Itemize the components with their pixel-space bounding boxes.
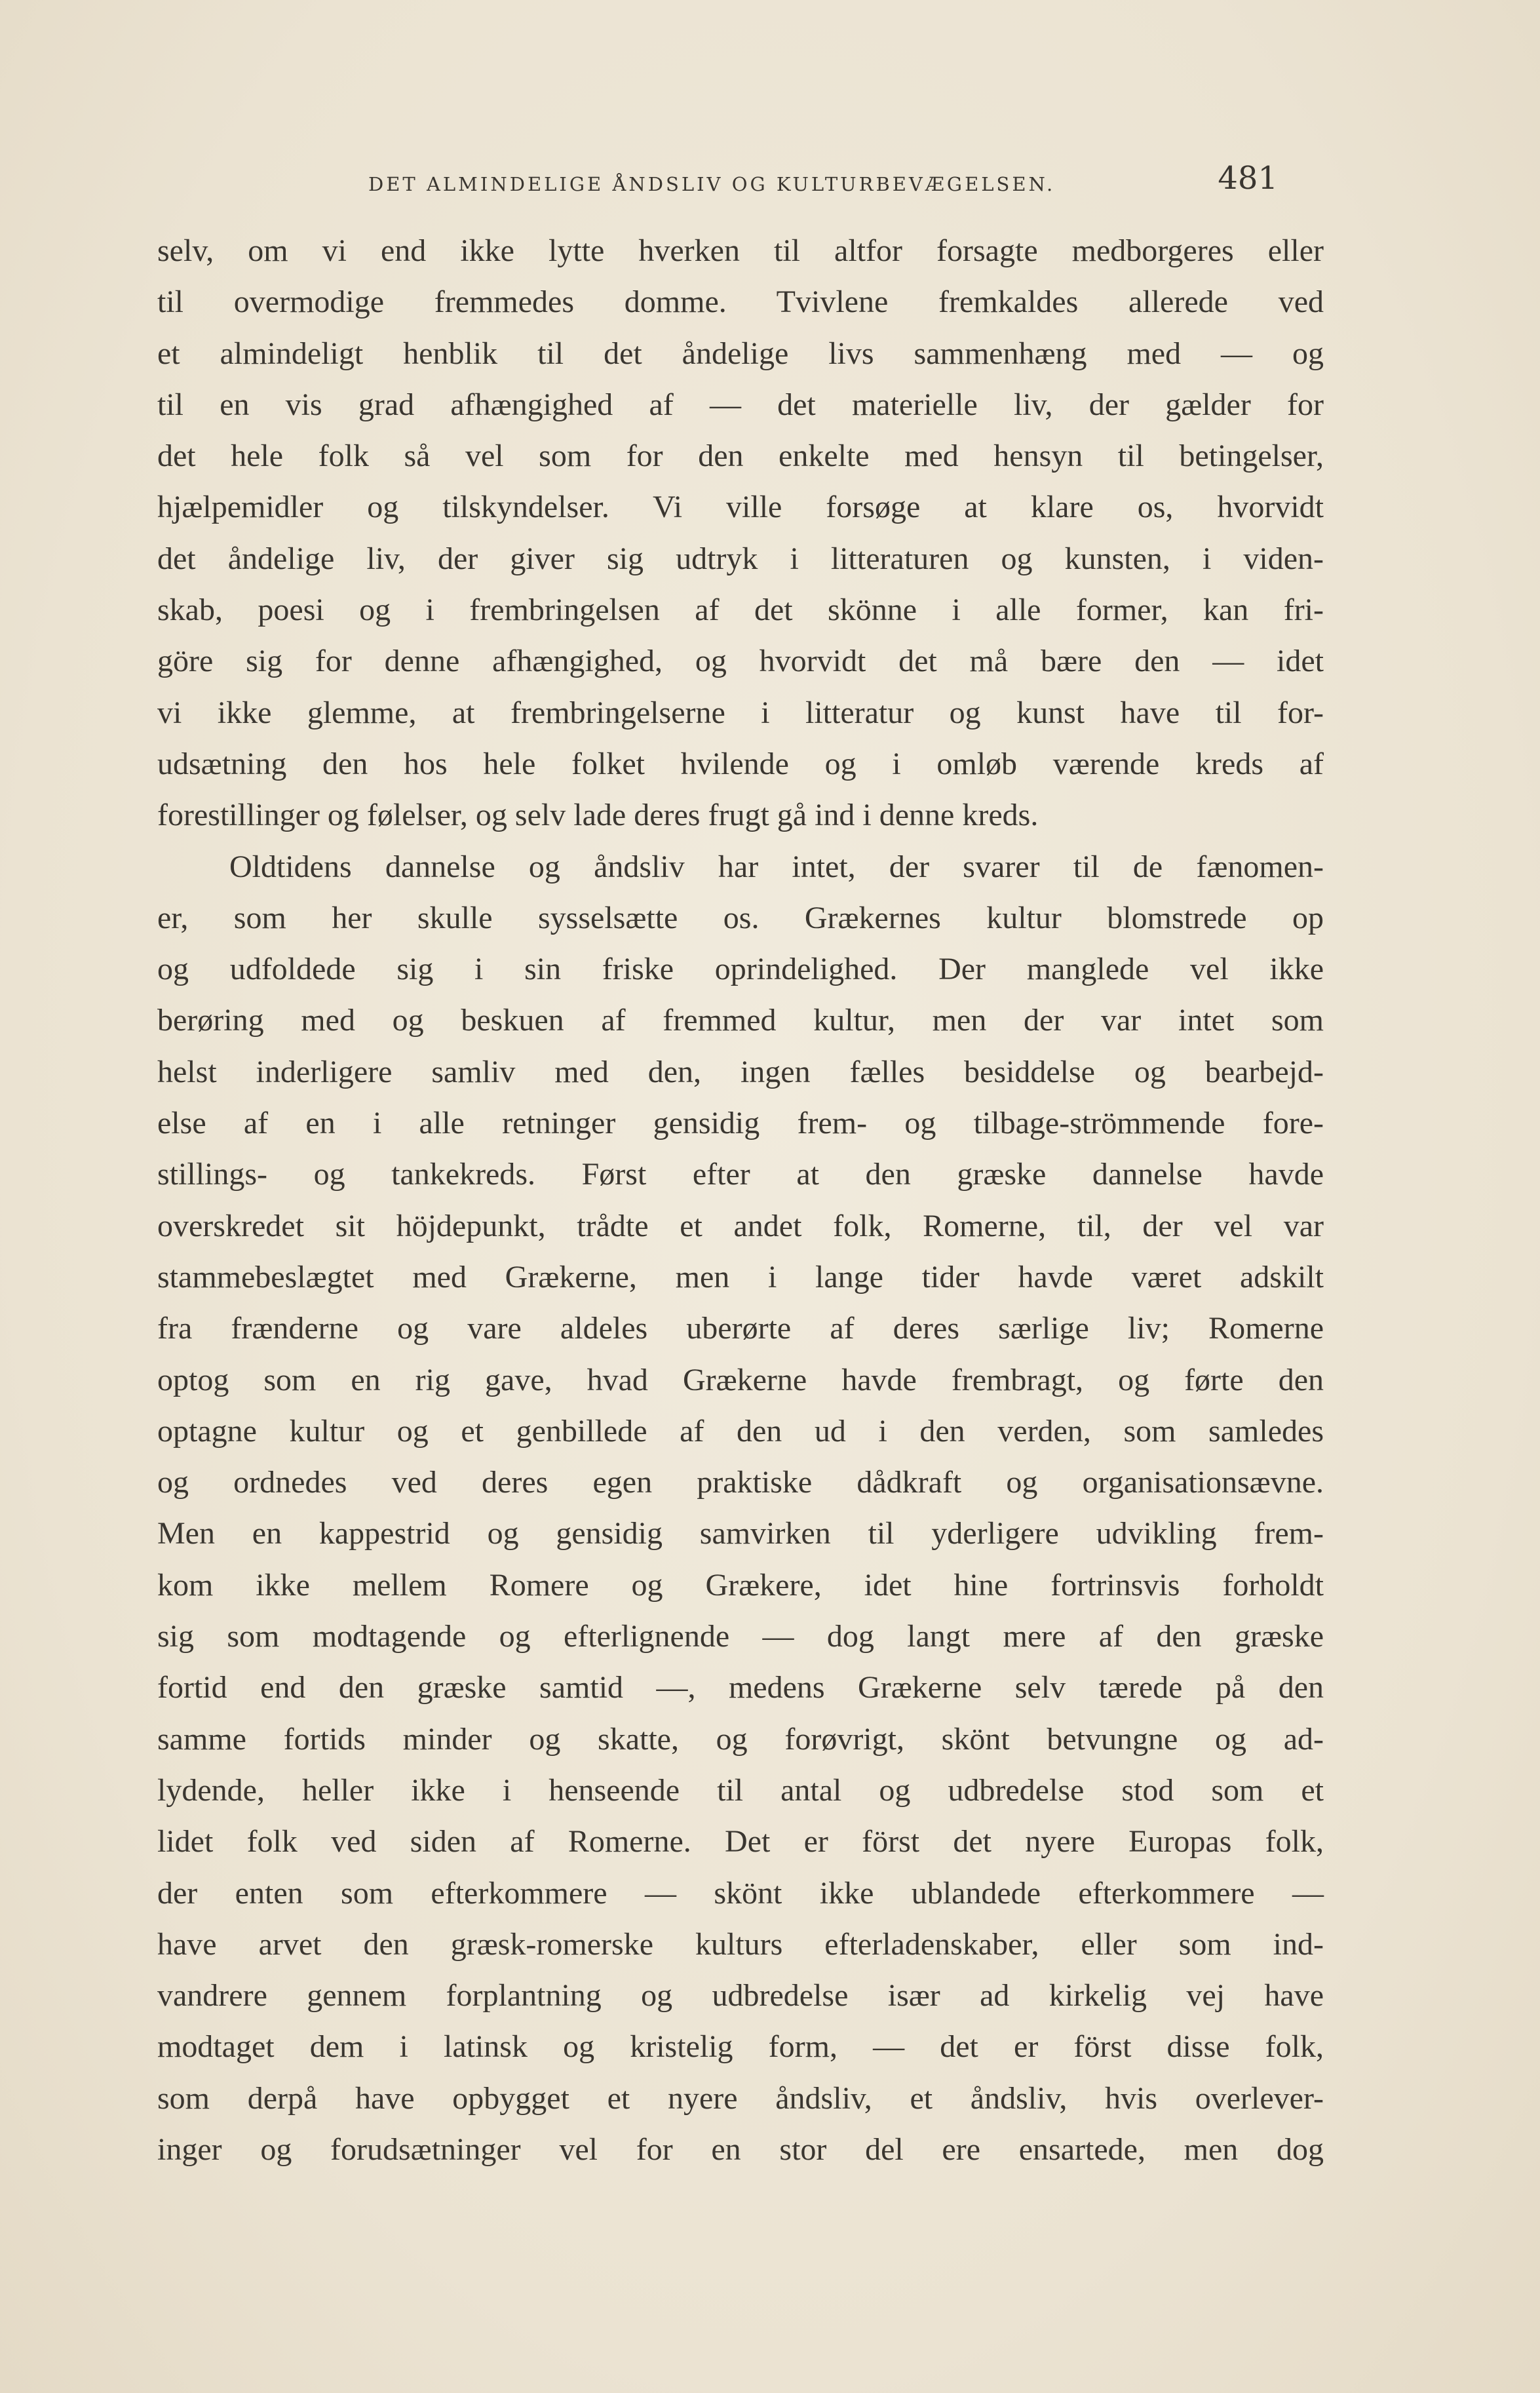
text-line: helst inderligere samliv med den, ingen fælles besiddelse og bearbejd-: [157, 1054, 1324, 1089]
text-line: det åndelige liv, der giver sig udtryk i litteraturen og kunsten, i viden-: [157, 541, 1324, 576]
text-line: og ordnedes ved deres egen praktiske dådkraft og organisationsævne.: [157, 1465, 1324, 1500]
text-line: og udfoldede sig i sin friske oprindelighed. Der manglede vel ikke: [157, 952, 1324, 987]
text-line: optog som en rig gave, hvad Grækerne havde frembragt, og førte den: [157, 1362, 1324, 1397]
text-line: kom ikke mellem Romere og Grækere, idet hine fortrinsvis forholdt: [157, 1567, 1324, 1603]
text-line: til overmodige fremmedes domme. Tvivlene fremkaldes allerede ved: [157, 284, 1324, 320]
text-line: et almindeligt henblik til det åndelige livs sammenhæng med — og: [157, 336, 1324, 371]
page-header: [157, 156, 1284, 202]
text-line: forestillinger og følelser, og selv lade deres frugt gå ind i denne kreds.: [157, 798, 1039, 833]
paragraph-2: [157, 842, 1324, 2176]
text-line: inger og forudsætninger vel for en stor del ere ensartede, men dog: [157, 2131, 1324, 2167]
text-line: selv, om vi end ikke lytte hverken til altfor forsagte medborgeres eller: [157, 233, 1324, 268]
text-line: stammebeslægtet med Grækerne, men i lange tider havde været adskilt: [157, 1259, 1324, 1294]
text-line: fortid end den græske samtid —, medens Grækerne selv tærede på den: [157, 1670, 1324, 1705]
text-line: göre sig for denne afhængighed, og hvorvidt det må bære den — idet: [157, 644, 1324, 679]
text-line: optagne kultur og et genbillede af den ud i den verden, som samledes: [157, 1413, 1324, 1449]
text-line: hjælpemidler og tilskyndelser. Vi ville forsøge at klare os, hvorvidt: [157, 490, 1324, 525]
paragraph-1: [157, 225, 1324, 842]
text-line: fra frænderne og vare aldeles uberørte af deres særlige liv; Romerne: [157, 1311, 1324, 1346]
text-line: udsætning den hos hele folket hvilende og i omløb værende kreds af: [157, 746, 1324, 781]
text-line: modtaget dem i latinsk og kristelig form, — det er först disse folk,: [157, 2029, 1324, 2065]
text-line: berøring med og beskuen af fremmed kultur, men der var intet som: [157, 1003, 1324, 1038]
text-line: lydende, heller ikke i henseende til antal og udbredelse stod som et: [157, 1772, 1324, 1808]
text-line: lidet folk ved siden af Romerne. Det er först det nyere Europas folk,: [157, 1824, 1324, 1859]
text-line: skab, poesi og i frembringelsen af det skönne i alle former, kan fri-: [157, 593, 1324, 628]
text-line: som derpå have opbygget et nyere åndsliv, et åndsliv, hvis overlever-: [157, 2080, 1324, 2116]
text-line: Men en kappestrid og gensidig samvirken til yderligere udvikling frem-: [157, 1516, 1324, 1551]
text-line: der enten som efterkommere — skönt ikke ublandede efterkommere —: [157, 1875, 1324, 1911]
text-line: overskredet sit höjdepunkt, trådte et andet folk, Romerne, til, der vel var: [157, 1208, 1324, 1243]
text-line: er, som her skulle sysselsætte os. Grækernes kultur blomstrede op: [157, 900, 1324, 935]
text-line: stillings- og tankekreds. Først efter at den græske dannelse havde: [157, 1157, 1324, 1192]
text-line: vi ikke glemme, at frembringelserne i litteratur og kunst have til for-: [157, 695, 1324, 730]
text-line: else af en i alle retninger gensidig frem- og tilbage-strömmende fore-: [157, 1106, 1324, 1141]
body-text: [157, 225, 1324, 2175]
text-line: have arvet den græsk-romerske kulturs efterladenskaber, eller som ind-: [157, 1926, 1324, 1962]
text-line: Oldtidens dannelse og åndsliv har intet, der svarer til de fænomen-: [229, 849, 1324, 884]
text-line: sig som modtagende og efterlignende — dog langt mere af den græske: [157, 1619, 1324, 1654]
text-line: vandrere gennem forplantning og udbredelse især ad kirkelig vej have: [157, 1978, 1324, 2014]
running-title: DET ALMINDELIGE ÅNDSLIV OG KULTURBEVÆGELSEN.: [368, 173, 1056, 195]
text-line: det hele folk så vel som for den enkelte med hensyn til betingelser,: [157, 438, 1324, 474]
text-line: til en vis grad afhængighed af — det materielle liv, der gælder for: [157, 387, 1324, 422]
text-line: samme fortids minder og skatte, og forøvrigt, skönt betvungne og ad-: [157, 1721, 1324, 1757]
page-number: 481: [1218, 160, 1278, 197]
